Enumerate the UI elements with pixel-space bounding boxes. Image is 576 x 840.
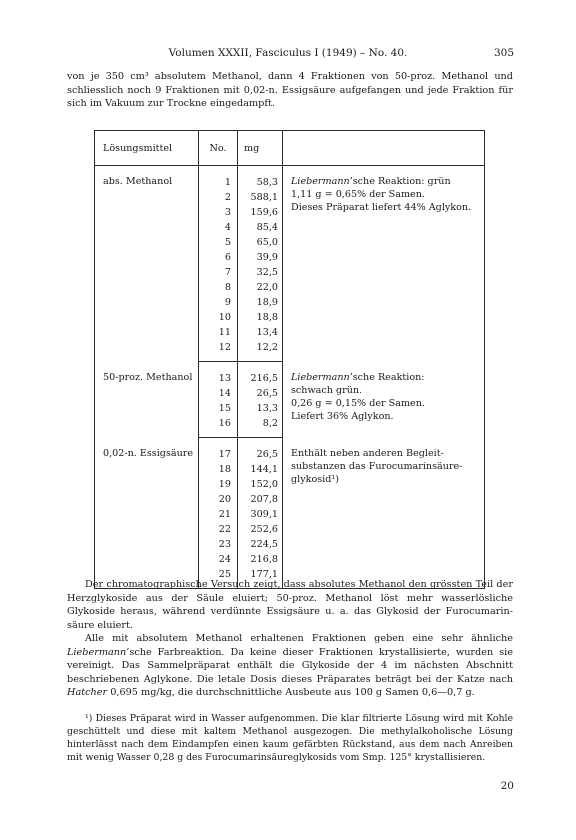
fraction-number: 6 [199, 250, 238, 265]
fraction-mass: 588,1 [238, 190, 283, 205]
fraction-number: 12 [199, 340, 238, 362]
table-row [95, 362, 485, 387]
remark-cell [283, 166, 485, 362]
remark-line [291, 410, 484, 423]
table-body [95, 166, 485, 589]
para2-text-a: Alle mit absolutem Methanol erhaltenen Fraktionen geben eine sehr ähnliche [85, 633, 513, 644]
table-row [95, 166, 485, 191]
fraction-mass: 65,0 [238, 235, 283, 250]
remark-line [291, 384, 484, 397]
para2-text-b: ’sche Farbreaktion. Da keine dieser Fraktionen krystallisierte, wurden sie vereinigt. Das Sammelpräparat enthält die Glykoside der 4 im nächsten Abschnitt beschriebenen Aglykone. Die letale Dosis dieses Präparates beträgt bei der Katze nach [67, 646, 513, 685]
fraction-number: 11 [199, 325, 238, 340]
remark-line [291, 460, 484, 473]
header-note [283, 131, 485, 166]
remark-text: Enthält neben anderen Begleit- [291, 447, 444, 459]
fraction-number: 1 [199, 166, 238, 191]
running-header [0, 46, 576, 62]
fraction-number: 10 [199, 310, 238, 325]
header-solvent: Lösungsmittel [95, 131, 199, 166]
fraction-number: 20 [199, 492, 238, 507]
fraction-number: 15 [199, 401, 238, 416]
fraction-number: 17 [199, 438, 238, 463]
fraction-number: 14 [199, 386, 238, 401]
remark-text: substanzen das Furocumarinsäure- [291, 460, 463, 472]
fraction-mass: 13,3 [238, 401, 283, 416]
fraction-number: 5 [199, 235, 238, 250]
fraction-mass: 22,0 [238, 280, 283, 295]
footnote: ¹) Dieses Präparat wird in Wasser aufgenommen. Die klar filtrierte Lösung wird mit Kohle geschüttelt und diese mit kaltem Methanol ausgezogen. Die methylalkoholische Lösung hinterlässt nach dem Eindampfen einen kaum gefärbten Rückstand, aus dem nach Anreiben mit wenig Wasser 0,28 g des Furocumarinsäureglykosids vom Smp. 125° krystallisieren. [67, 713, 513, 763]
fraction-mass: 144,1 [238, 462, 283, 477]
fraction-mass: 309,1 [238, 507, 283, 522]
remark-text: Dieses Präparat liefert 44% Aglykon. [291, 202, 472, 214]
remark-line [291, 201, 484, 214]
remark-line [291, 371, 484, 384]
journal-title: Volumen XXXII, Fasciculus I (1949) – No. 40. [168, 47, 408, 59]
fraction-mass: 216,5 [238, 362, 283, 387]
fraction-number: 13 [199, 362, 238, 387]
fraction-mass: 85,4 [238, 220, 283, 235]
table-header-row [95, 131, 485, 166]
solvent-cell: 50-proz. Methanol [95, 362, 199, 438]
fraction-mass: 39,9 [238, 250, 283, 265]
remark-cell [283, 438, 485, 589]
discussion-paragraph-2 [67, 632, 513, 700]
fraction-number: 22 [199, 522, 238, 537]
fraction-number: 18 [199, 462, 238, 477]
fraction-mass: 58,3 [238, 166, 283, 191]
remark-name: Liebermann [291, 176, 350, 187]
remark-line [291, 447, 484, 460]
fraction-mass: 252,6 [238, 522, 283, 537]
fraction-mass: 177,1 [238, 567, 283, 589]
fraction-mass: 207,8 [238, 492, 283, 507]
page-number: 305 [493, 47, 514, 59]
remark-line [291, 397, 484, 410]
fraction-number: 3 [199, 205, 238, 220]
header-mg: mg [238, 131, 283, 166]
fraction-mass: 216,8 [238, 552, 283, 567]
para2-name-liebermann: Liebermann [67, 646, 127, 658]
fraction-mass: 26,5 [238, 438, 283, 463]
remark-cell [283, 362, 485, 438]
fraction-number: 16 [199, 416, 238, 438]
fraction-number: 21 [199, 507, 238, 522]
remark-line [291, 188, 484, 201]
remark-name: Liebermann [291, 371, 350, 383]
table-row [95, 438, 485, 463]
fraction-number: 8 [199, 280, 238, 295]
fraction-mass: 159,6 [238, 205, 283, 220]
discussion-paragraph-1: Der chromatographische Versuch zeigt, dass absolutes Methanol den grössten Teil der Herzglykoside aus der Säule eluiert; 50-proz. Methanol löst mehr wasserlösliche Glykoside heraus, während verdünnte Essigsäure u. a. das Glykosid der Furocumarinsäure eluiert. [67, 579, 513, 631]
remark-text: schwach grün. [291, 384, 363, 396]
fraction-number: 9 [199, 295, 238, 310]
fraction-number: 4 [199, 220, 238, 235]
fraction-mass: 32,5 [238, 265, 283, 280]
para2-name-hatcher: Hatcher [67, 687, 108, 699]
fraction-mass: 12,2 [238, 340, 283, 362]
remark-text: 1,11 g = 0,65% der Samen. [291, 189, 425, 201]
fraction-mass: 13,4 [238, 325, 283, 340]
remark-text: 0,26 g = 0,15% der Samen. [291, 397, 425, 409]
remark-text: Liefert 36% Aglykon. [291, 411, 394, 423]
remark-line [291, 473, 484, 486]
remark-text: ’sche Reaktion: [349, 371, 425, 383]
fraction-mass: 8,2 [238, 416, 283, 438]
fraction-mass: 18,8 [238, 310, 283, 325]
remark-line [291, 175, 484, 188]
fraction-mass: 152,0 [238, 477, 283, 492]
fraction-number: 24 [199, 552, 238, 567]
solvent-cell: abs. Methanol [95, 166, 199, 362]
intro-paragraph: von je 350 cm³ absolutem Methanol, dann 4 Fraktionen von 50-proz. Methanol und schliesslich noch 9 Fraktionen mit 0,02-n. Essigsäure aufgefangen und jede Fraktion für sich im Vakuum zur Trockne eingedampft. [67, 71, 513, 110]
fraction-number: 19 [199, 477, 238, 492]
header-no: No. [199, 131, 238, 166]
signature-mark: 20 [500, 780, 514, 792]
remark-text: ’sche Reaktion: grün [349, 176, 451, 187]
solvent-cell: 0,02-n. Essigsäure [95, 438, 199, 589]
fraction-number: 23 [199, 537, 238, 552]
fraction-table [94, 130, 485, 589]
fraction-mass: 26,5 [238, 386, 283, 401]
fraction-mass: 224,5 [238, 537, 283, 552]
fraction-number: 2 [199, 190, 238, 205]
para2-text-c: 0,695 mg/kg, die durchschnittliche Ausbeute aus 100 g Samen 0,6—0,7 g. [107, 687, 475, 699]
fraction-mass: 18,9 [238, 295, 283, 310]
fraction-number: 25 [199, 567, 238, 589]
remark-text: glykosid¹) [291, 473, 339, 485]
fraction-number: 7 [199, 265, 238, 280]
